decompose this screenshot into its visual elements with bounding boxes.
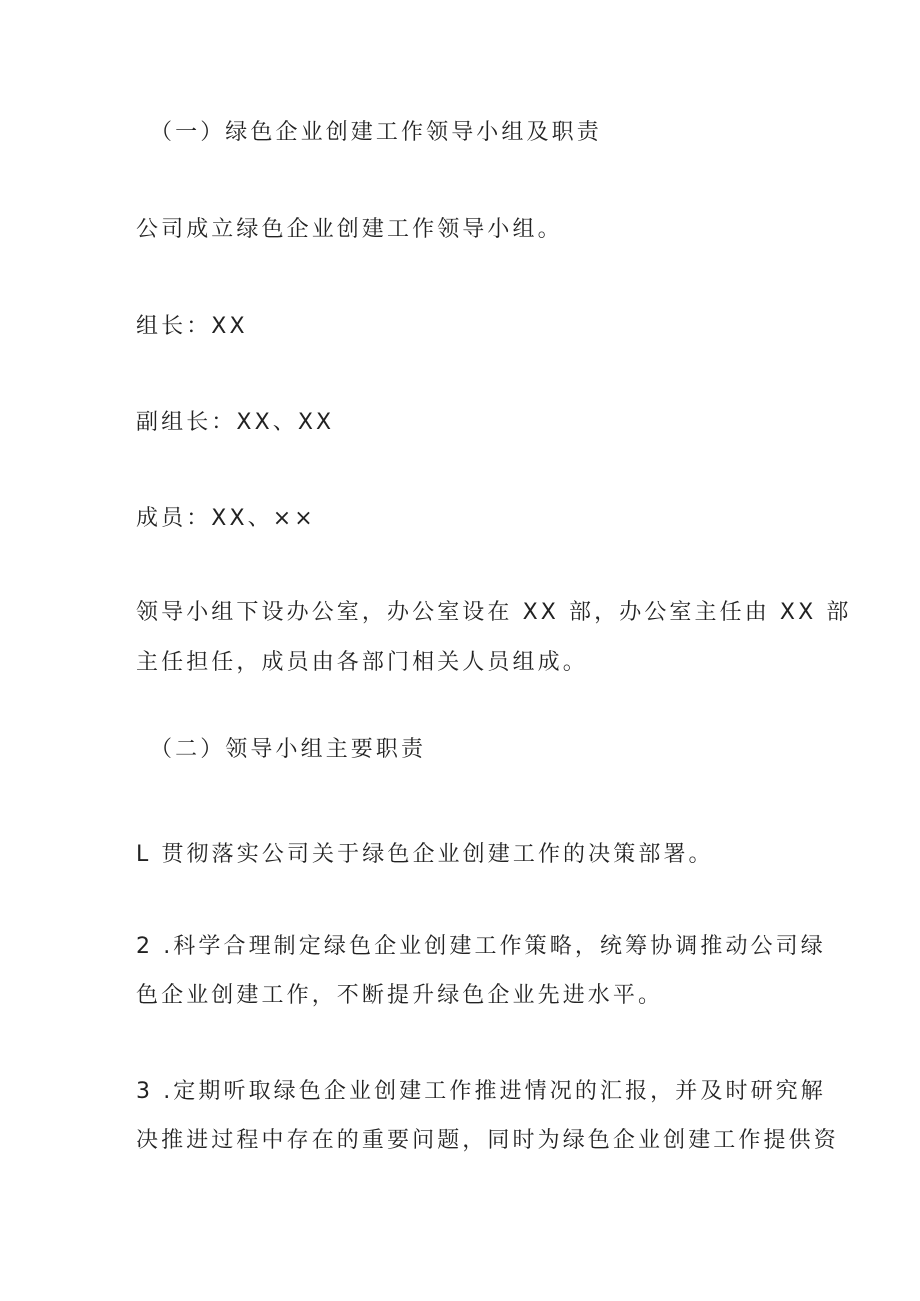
deputy-leader-line: 副组长：XX、XX <box>136 410 335 435</box>
intro-paragraph: 公司成立绿色企业创建工作领导小组。 <box>136 217 563 242</box>
duty-item-2-line-1: 2 .科学合理制定绿色企业创建工作策略，统筹协调推动公司绿 <box>136 934 826 959</box>
office-paragraph-line-2: 主任担任，成员由各部门相关人员组成。 <box>136 650 588 675</box>
duty-item-1: L 贯彻落实公司关于绿色企业创建工作的决策部署。 <box>136 842 714 867</box>
leader-line: 组长：XX <box>136 314 248 339</box>
section-heading-1: （一）绿色企业创建工作领导小组及职责 <box>150 120 602 145</box>
section-heading-2: （二）领导小组主要职责 <box>150 737 427 762</box>
duty-item-3-line-1: 3 .定期听取绿色企业创建工作推进情况的汇报，并及时研究解 <box>136 1079 826 1104</box>
duty-item-3-line-2: 决推进过程中存在的重要问题，同时为绿色企业创建工作提供资 <box>136 1128 839 1153</box>
members-line: 成员：XX、×× <box>136 506 316 531</box>
duty-item-2-line-2: 色企业创建工作，不断提升绿色企业先进水平。 <box>136 983 664 1008</box>
office-paragraph-line-1: 领导小组下设办公室，办公室设在 XX 部，办公室主任由 XX 部 <box>136 600 852 625</box>
